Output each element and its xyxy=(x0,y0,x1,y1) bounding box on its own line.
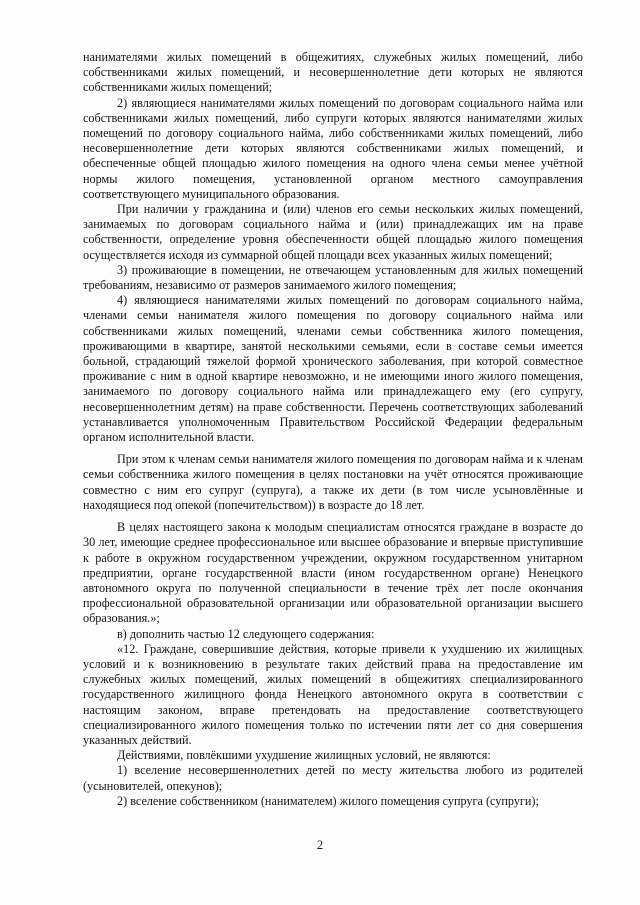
paragraph-exceptions-heading: Действиями, повлёкшими ухудшение жилищных условий, не являются: xyxy=(117,748,491,763)
page-number: 2 xyxy=(316,838,324,852)
paragraph-part-12: «12. Граждане, совершившие действия, которые привели к ухудшению их жилищных условий и к возникновению в результате таких действий права на предоставление им служебных жилых помещений, жилых помещений в общежитиях специализированного государственного жилищного фонда Ненецкого автономного округа в соответствии с настоящим законом, вправе претендовать на предоставление соответствующего специализированного жилого помещения только по истечении пяти лет со дня совершения указанных действий. xyxy=(83,641,583,747)
paragraph-item-4: 4) являющиеся нанимателями жилых помещений по договорам социального найма, членами семьи нанимателя жилого помещения по договору социального найма или собственниками жилых помещений, членами семьи собственника жилого помещения, проживающими в квартире, занятой несколькими семьями, если в составе семьи имеется больной, страдающий тяжелой формой хронического заболевания, при которой совместное проживание с ним в одной квартире невозможно, и не имеющими иного жилого помещения, занимаемого по договору социального найма или принадлежащего ему (его супругу, несовершеннолетним детям) на праве собственности. Перечень соответствующих заболеваний устанавливается уполномоченным Правительством Российской Федерации федеральным органом исполнительной власти. xyxy=(83,293,583,445)
paragraph-amendment-c: в) дополнить частью 12 следующего содержания: xyxy=(117,626,375,641)
document-body xyxy=(83,50,583,809)
paragraph-item-2: 2) являющиеся нанимателями жилых помещений по договорам социального найма или собственниками жилых помещений, либо супруги которых являются нанимателями жилых помещений по договору социального найма, либо собственниками жилых помещений, либо несовершеннолетние дети которых являются собственниками жилых помещений, и обеспеченные общей площадью жилого помещения на одного члена семьи менее учётной нормы жилого помещения, установленной органом местного самоуправления соответствующего муниципального образования. xyxy=(83,95,583,201)
paragraph-multiple-dwellings: При наличии у гражданина и (или) членов его семьи нескольких жилых помещений, занимаемых по договорам социального найма и (или) принадлежащих им на праве собственности, определение уровня обеспеченности общей площадью жилого помещения осуществляется исходя из суммарной общей площади всех указанных жилых помещений; xyxy=(83,202,583,262)
paragraph-young-specialists: В целях настоящего закона к молодым специалистам относятся граждане в возрасте до 30 лет, имеющие среднее профессиональное или высшее образование и впервые приступившие к работе в окружном государственном учреждении, окружном государственном унитарном предприятии, органе государственной власти (ином государственном органе) Ненецкого автономного округа по полученной специальности в течение трёх лет после окончания профессиональной образовательной организации или образовательной организации высшего образования.»; xyxy=(83,520,583,626)
paragraph-continuation: нанимателями жилых помещений в общежитиях, служебных жилых помещений, либо собственниками жилых помещений, и несовершеннолетние дети которых не являются собственниками жилых помещений; xyxy=(83,50,583,95)
paragraph-item-3: 3) проживающие в помещении, не отвечающем установленным для жилых помещений требованиям, независимо от размеров занимаемого жилого помещения; xyxy=(83,262,583,293)
paragraph-family-members: При этом к членам семьи нанимателя жилого помещения по договорам найма и к членам семьи собственника жилого помещения в целях постановки на учёт относятся проживающие совместно с ним его супруг (супруга), а также их дети (в том числе усыновлённые и находящиеся под опекой (попечительством)) в возрасте до 18 лет. xyxy=(83,452,583,512)
paragraph-exception-2: 2) вселение собственником (нанимателем) жилого помещения супруга (супруги); xyxy=(117,793,539,808)
paragraph-exception-1: 1) вселение несовершеннолетних детей по месту жительства любого из родителей (усыновителей, опекунов); xyxy=(83,763,583,793)
